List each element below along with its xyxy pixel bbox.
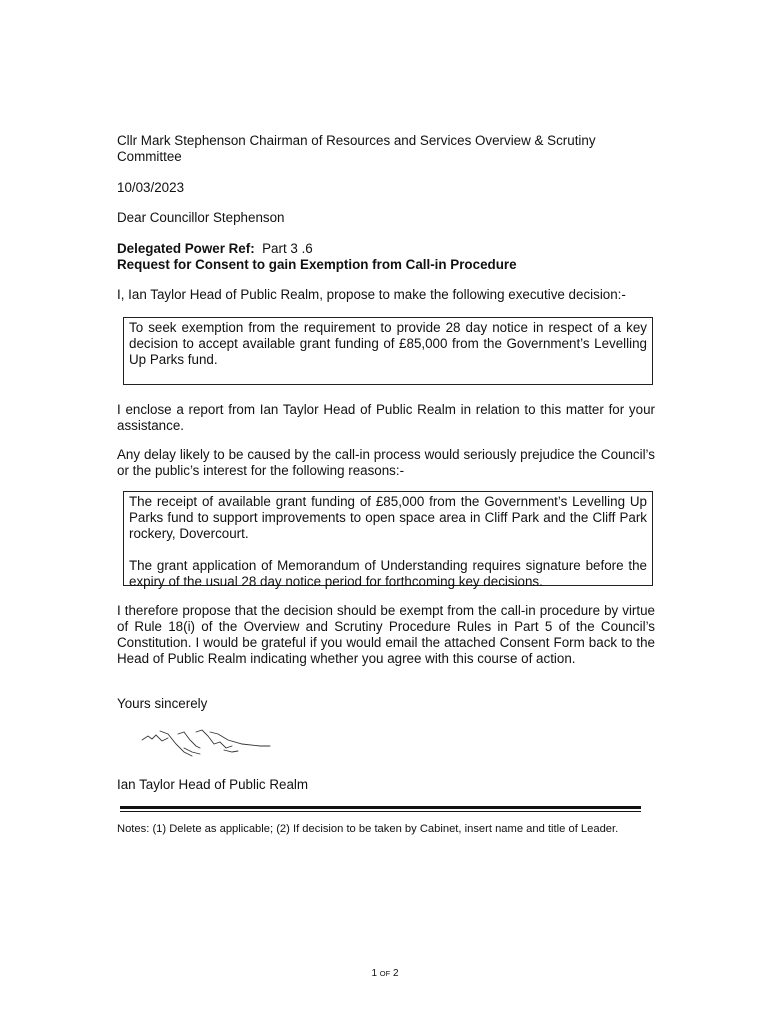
decision-text: To seek exemption from the requirement to provide 28 day notice in respect of a key decision to accept available grant funding of £85,000 from the Government’s Levelling Up Parks fund. <box>129 320 647 367</box>
salutation: Dear Councillor Stephenson <box>117 210 285 225</box>
intro-paragraph: I, Ian Taylor Head of Public Realm, propose to make the following executive decision:- <box>117 287 626 302</box>
reasons-box <box>123 491 653 589</box>
delegated-power-ref <box>117 241 657 257</box>
signatory-name: Ian Taylor Head of Public Realm <box>117 777 309 792</box>
separator-thin <box>120 811 641 812</box>
letter-date: 10/03/2023 <box>117 180 185 195</box>
reason-item: The receipt of available grant funding of £85,000 from the Government’s Levelling Up Parks fund to support improvements to open space area in Cliff Park and the Cliff Park rockery, Dovercourt. <box>129 494 647 541</box>
page-number <box>0 968 770 980</box>
closing: Yours sincerely <box>117 696 208 711</box>
signature-image <box>138 722 278 764</box>
delay-paragraph: Any delay likely to be caused by the call-in process would seriously prejudice the Council’s or the public’s interest for the following reasons:- <box>117 447 655 478</box>
separator-thick <box>120 806 641 809</box>
proposal-paragraph: I therefore propose that the decision should be exempt from the call-in procedure by virtue of Rule 18(i) of the Overview and Scrutiny Procedure Rules in Part 5 of the Council’s Constitution. I would be grateful if you would email the attached Consent Form back to the Head of Public Realm indicating whether you agree with this course of action. <box>117 603 655 666</box>
page-total: 2 <box>392 968 399 979</box>
notes: Notes: (1) Delete as applicable; (2) If decision to be taken by Cabinet, insert name and title of Leader. <box>117 823 619 835</box>
ref-label: Delegated Power Ref: <box>117 241 255 256</box>
page-of-label: OF <box>379 969 391 978</box>
decision-box <box>123 317 653 385</box>
reason-item: The grant application of Memorandum of Understanding requires signature before the expiry of the usual 28 day notice period for forthcoming key decisions. <box>129 558 647 589</box>
recipient-line: Cllr Mark Stephenson Chairman of Resources and Services Overview & Scrutiny Committee <box>117 133 596 164</box>
enclose-paragraph: I enclose a report from Ian Taylor Head of Public Realm in relation to this matter for your assistance. <box>117 402 655 433</box>
subject-line: Request for Consent to gain Exemption from Call-in Procedure <box>117 257 517 272</box>
ref-value: Part 3 .6 <box>262 241 313 256</box>
page-current: 1 <box>371 968 377 979</box>
